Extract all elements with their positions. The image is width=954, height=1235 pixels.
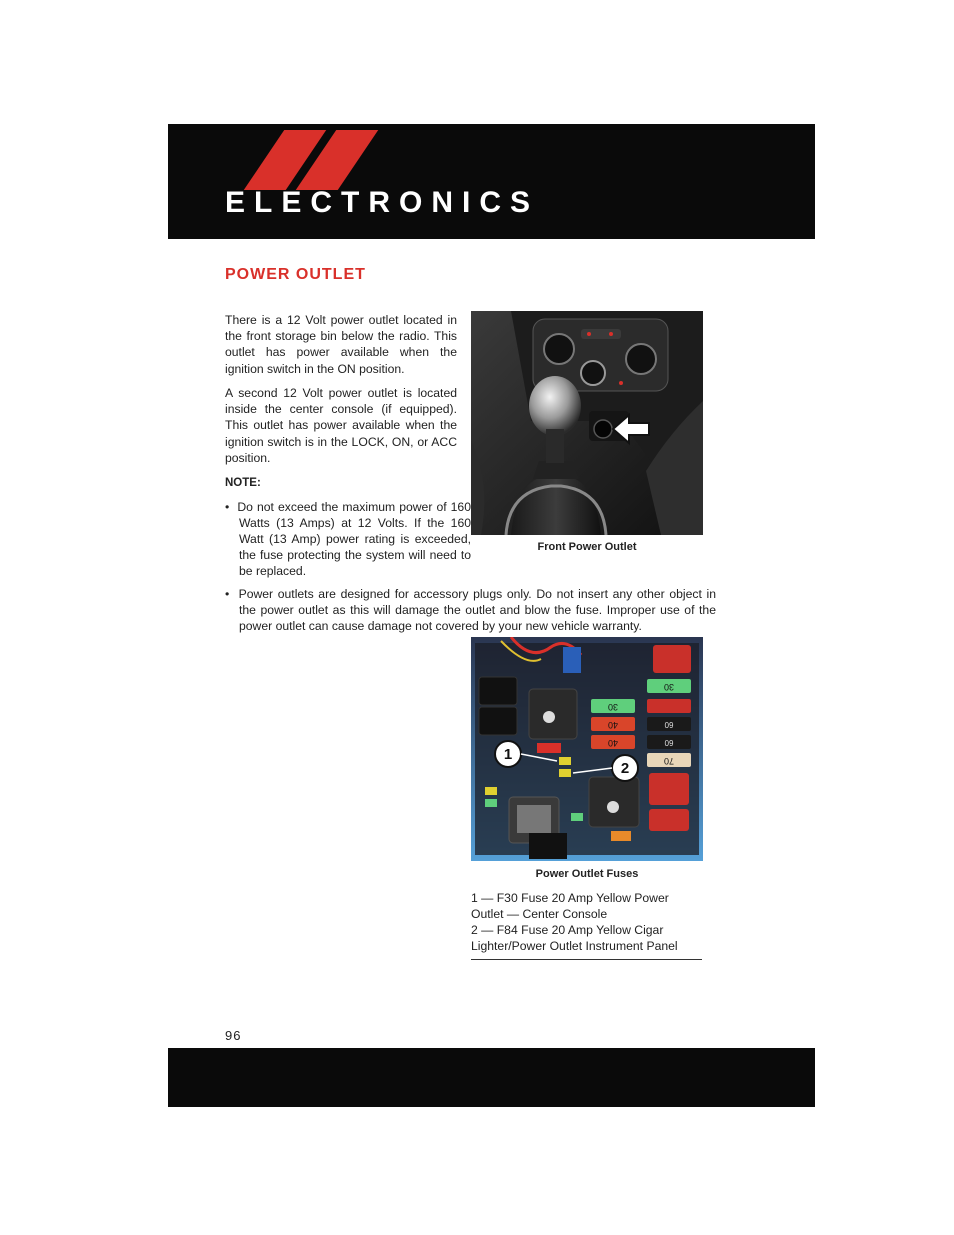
bullet-accessory-plugs: • Power outlets are designed for accessory plugs only. Do not insert any other object in the power outlet as this will damage the outlet and blow the fuse. Improper use of the power outlet can cause damage not covered by your new vehicle warranty. [225, 587, 716, 633]
fuse-label-30a: 30 [663, 682, 675, 692]
paragraph-front-outlet: There is a 12 Volt power outlet located in the front storage bin below the radio. This outlet has power available when the ignition switch in the ON position. [225, 313, 457, 376]
chapter-header [168, 124, 815, 239]
fuse-label-70: 70 [663, 756, 675, 766]
note-label: NOTE: [225, 477, 261, 489]
bullet-max-power: • Do not exceed the maximum power of 160 Watts (13 Amps) at 12 Volts. If the 160 Watt (13 Amp) power rating is exceeded, the fuse protecting the system will need to be replaced. [225, 500, 471, 578]
page-footer-bar [168, 1048, 815, 1107]
callout-1-label: 1 [503, 746, 513, 763]
front-power-outlet-illustration [471, 311, 703, 535]
front-power-outlet-photo [471, 311, 703, 535]
power-outlet-fuses-caption: Power Outlet Fuses [535, 868, 639, 880]
fuse-label-60a: 60 [664, 720, 674, 729]
fuse-label-60b: 60 [664, 738, 674, 747]
callout-2-label: 2 [620, 760, 630, 777]
front-power-outlet-caption: Front Power Outlet [537, 541, 637, 553]
bullet-max-power-text: Do not exceed the maximum power of 160 Watts (13 Amps) at 12 Volts. If the 160 Watt (13 Amp) power rating is exceeded, the fuse protecting the system will need to be replaced. [237, 500, 471, 578]
page-number: 96 [225, 1028, 242, 1043]
chapter-title: ELECTRONICS [225, 186, 540, 219]
paragraph-console-outlet: A second 12 Volt power outlet is located inside the center console (if equipped). This outlet has power available when the ignition switch is in the LOCK, ON, or ACC position. [225, 386, 457, 465]
legend-item-1: 1 — F30 Fuse 20 Amp Yellow Power Outlet — Center Console [471, 891, 669, 921]
power-outlet-fuses-photo [471, 637, 703, 861]
fuse-label-40a: 40 [607, 720, 619, 730]
bullet-accessory-plugs-text: Power outlets are designed for accessory plugs only. Do not insert any other object in the power outlet as this will damage the outlet and blow the fuse. Improper use of the power outlet can cause damage not covered by your new vehicle warranty. [238, 587, 716, 633]
fuse-label-30b: 30 [607, 702, 619, 712]
fuse-label-40b: 40 [607, 738, 619, 748]
fuse-box-illustration [471, 637, 703, 861]
fuse-legend [471, 890, 702, 960]
section-title: POWER OUTLET [225, 266, 366, 283]
legend-item-2: 2 — F84 Fuse 20 Amp Yellow Cigar Lighter/Power Outlet Instrument Panel [471, 923, 678, 953]
